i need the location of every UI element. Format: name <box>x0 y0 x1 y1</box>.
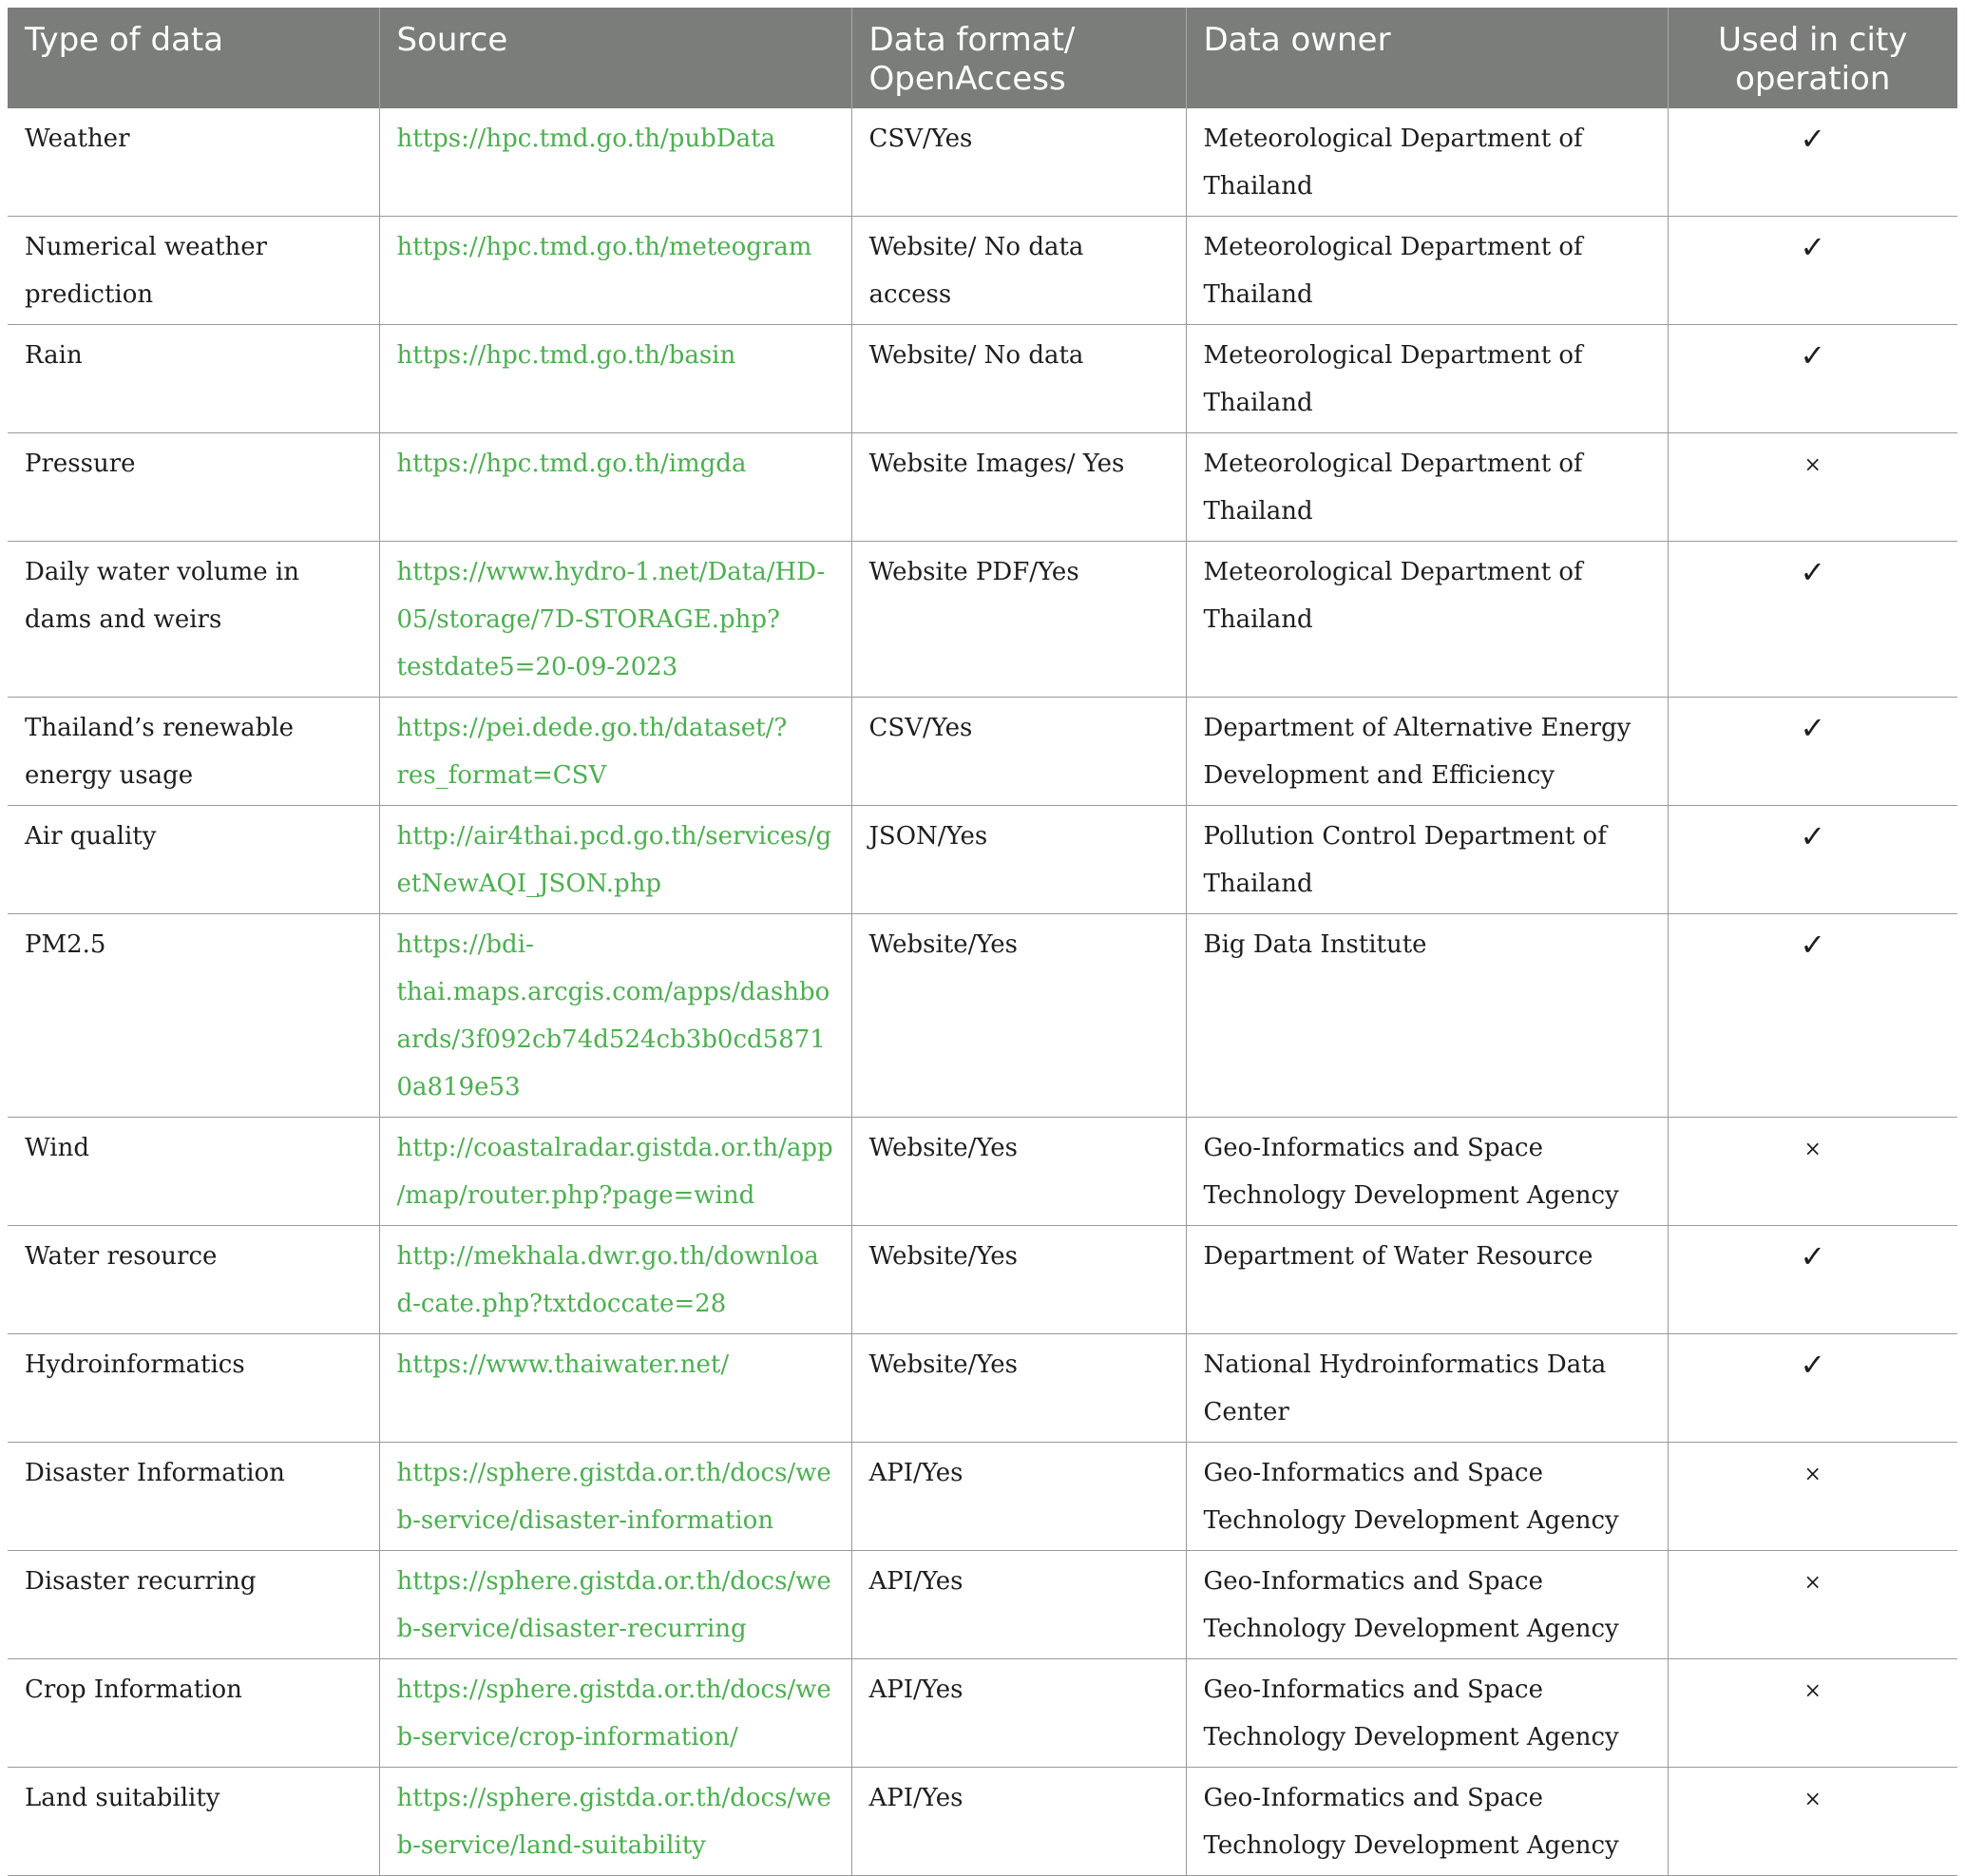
cell-data-owner: Geo-Informatics and Space Technology Development Agency <box>1186 1551 1668 1659</box>
table-row <box>8 1551 1957 1659</box>
check-mark-icon: ✓ <box>1800 121 1826 157</box>
table-row <box>8 698 1957 806</box>
table-row <box>8 806 1957 914</box>
cell-used-in-city-operation <box>1668 806 1957 914</box>
cell-source <box>379 1334 851 1443</box>
cell-used-in-city-operation <box>1668 698 1957 806</box>
check-mark-icon: ✓ <box>1800 1238 1826 1274</box>
source-link[interactable]: https://sphere.gistda.or.th/docs/web-service/land-suitability <box>396 1784 831 1860</box>
check-mark-icon: ✓ <box>1800 710 1826 746</box>
cell-data-format: Website Images/ Yes <box>851 433 1186 542</box>
cell-data-format: Website/ No data <box>851 325 1186 433</box>
cell-data-format: Website/Yes <box>851 1118 1186 1226</box>
cell-data-owner: Big Data Institute <box>1186 914 1668 1118</box>
table-row <box>8 1118 1957 1226</box>
check-mark-icon: ✓ <box>1800 337 1826 373</box>
table-row <box>8 217 1957 325</box>
cell-type-of-data: Land suitability <box>8 1768 379 1876</box>
cell-type-of-data: Crop Information <box>8 1659 379 1768</box>
cell-source <box>379 542 851 698</box>
cell-type-of-data: Weather <box>8 108 379 217</box>
cell-type-of-data: Pressure <box>8 433 379 542</box>
header-source: Source <box>379 8 851 108</box>
cell-data-format: Website/Yes <box>851 1226 1186 1334</box>
cell-source <box>379 1226 851 1334</box>
cell-data-owner: Department of Water Resource <box>1186 1226 1668 1334</box>
cell-data-format: Website PDF/Yes <box>851 542 1186 698</box>
check-mark-icon: ✓ <box>1800 818 1826 854</box>
cell-source <box>379 1551 851 1659</box>
cell-used-in-city-operation <box>1668 1226 1957 1334</box>
cell-data-format: Website/Yes <box>851 1334 1186 1443</box>
cell-source <box>379 1768 851 1876</box>
cell-type-of-data: Wind <box>8 1118 379 1226</box>
cell-data-format: API/Yes <box>851 1768 1186 1876</box>
table-row <box>8 325 1957 433</box>
cell-source <box>379 698 851 806</box>
cell-used-in-city-operation <box>1668 914 1957 1118</box>
header-row <box>8 8 1957 108</box>
source-link[interactable]: http://air4thai.pcd.go.th/services/getNewAQI_JSON.php <box>396 822 832 898</box>
table-row <box>8 433 1957 542</box>
table-row <box>8 108 1957 217</box>
cell-data-format: CSV/Yes <box>851 698 1186 806</box>
table-body <box>8 108 1957 1876</box>
table-row <box>8 1659 1957 1768</box>
table-row <box>8 1334 1957 1443</box>
header-data-owner: Data owner <box>1186 8 1668 108</box>
table-row <box>8 542 1957 698</box>
cross-mark-icon: × <box>1803 1463 1822 1486</box>
cell-data-owner: National Hydroinformatics Data Center <box>1186 1334 1668 1443</box>
cell-data-owner: Meteorological Department of Thailand <box>1186 108 1668 217</box>
source-link[interactable]: https://pei.dede.go.th/dataset/?res_format=CSV <box>396 714 788 790</box>
cell-source <box>379 1659 851 1768</box>
cell-data-owner: Meteorological Department of Thailand <box>1186 542 1668 698</box>
data-sources-table <box>8 8 1957 1876</box>
cell-data-format: API/Yes <box>851 1443 1186 1551</box>
cell-data-format: CSV/Yes <box>851 108 1186 217</box>
header-data-format: Data format/ OpenAccess <box>851 8 1186 108</box>
check-mark-icon: ✓ <box>1800 229 1826 265</box>
table-row <box>8 1768 1957 1876</box>
source-link[interactable]: https://hpc.tmd.go.th/pubData <box>396 124 776 153</box>
check-mark-icon: ✓ <box>1800 554 1826 590</box>
source-link[interactable]: http://mekhala.dwr.go.th/download-cate.php?txtdoccate=28 <box>396 1242 819 1318</box>
cell-used-in-city-operation <box>1668 542 1957 698</box>
cell-used-in-city-operation <box>1668 1118 1957 1226</box>
cross-mark-icon: × <box>1803 1571 1822 1595</box>
cell-data-owner: Geo-Informatics and Space Technology Development Agency <box>1186 1768 1668 1876</box>
cell-source <box>379 325 851 433</box>
cell-data-format: Website/Yes <box>851 914 1186 1118</box>
cell-used-in-city-operation <box>1668 1334 1957 1443</box>
cell-used-in-city-operation <box>1668 433 1957 542</box>
cell-used-in-city-operation <box>1668 1551 1957 1659</box>
source-link[interactable]: https://sphere.gistda.or.th/docs/web-service/disaster-recurring <box>396 1567 831 1643</box>
cross-mark-icon: × <box>1803 453 1822 477</box>
cell-used-in-city-operation <box>1668 325 1957 433</box>
table-row <box>8 1443 1957 1551</box>
table-row <box>8 1226 1957 1334</box>
cell-data-format: JSON/Yes <box>851 806 1186 914</box>
cell-type-of-data: Hydroinformatics <box>8 1334 379 1443</box>
cell-data-owner: Pollution Control Department of Thailand <box>1186 806 1668 914</box>
source-link[interactable]: http://coastalradar.gistda.or.th/app/map/router.php?page=wind <box>396 1134 833 1210</box>
cell-type-of-data: Rain <box>8 325 379 433</box>
cross-mark-icon: × <box>1803 1788 1822 1811</box>
cell-source <box>379 217 851 325</box>
cell-source <box>379 1118 851 1226</box>
cell-data-format: API/Yes <box>851 1659 1186 1768</box>
source-link[interactable]: https://www.hydro-1.net/Data/HD-05/storage/7D-STORAGE.php?testdate5=20-09-2023 <box>396 558 826 681</box>
cell-data-owner: Department of Alternative Energy Development and Efficiency <box>1186 698 1668 806</box>
header-type-of-data: Type of data <box>8 8 379 108</box>
cell-data-format: API/Yes <box>851 1551 1186 1659</box>
cell-type-of-data: PM2.5 <box>8 914 379 1118</box>
cross-mark-icon: × <box>1803 1138 1822 1161</box>
cell-type-of-data: Water resource <box>8 1226 379 1334</box>
cell-used-in-city-operation <box>1668 108 1957 217</box>
cell-used-in-city-operation <box>1668 1443 1957 1551</box>
table-row <box>8 914 1957 1118</box>
header-used-in-city-operation: Used in city operation <box>1668 8 1957 108</box>
check-mark-icon: ✓ <box>1800 1347 1826 1383</box>
cell-used-in-city-operation <box>1668 1659 1957 1768</box>
source-link[interactable]: https://www.thaiwater.net/ <box>396 1350 730 1379</box>
source-link[interactable]: https://sphere.gistda.or.th/docs/web-service/disaster-information <box>396 1459 831 1535</box>
source-link[interactable]: https://hpc.tmd.go.th/meteogram <box>396 233 812 261</box>
cell-data-format: Website/ No data access <box>851 217 1186 325</box>
cell-used-in-city-operation <box>1668 1768 1957 1876</box>
cell-data-owner: Meteorological Department of Thailand <box>1186 325 1668 433</box>
cell-type-of-data: Disaster Information <box>8 1443 379 1551</box>
cell-type-of-data: Thailand’s renewable energy usage <box>8 698 379 806</box>
cell-source <box>379 1443 851 1551</box>
cell-type-of-data: Air quality <box>8 806 379 914</box>
cell-used-in-city-operation <box>1668 217 1957 325</box>
cell-source <box>379 433 851 542</box>
source-link[interactable]: https://sphere.gistda.or.th/docs/web-service/crop-information/ <box>396 1675 831 1752</box>
page <box>8 8 1957 1876</box>
cell-type-of-data: Numerical weather prediction <box>8 217 379 325</box>
cross-mark-icon: × <box>1803 1679 1822 1703</box>
table-header <box>8 8 1957 108</box>
cell-type-of-data: Disaster recurring <box>8 1551 379 1659</box>
check-mark-icon: ✓ <box>1800 927 1826 963</box>
cell-data-owner: Meteorological Department of Thailand <box>1186 217 1668 325</box>
cell-source <box>379 108 851 217</box>
source-link[interactable]: https://hpc.tmd.go.th/imgda <box>396 450 747 478</box>
source-link[interactable]: https://bdi-thai.maps.arcgis.com/apps/dashboards/3f092cb74d524cb3b0cd58710a819e53 <box>396 930 830 1101</box>
cell-source <box>379 914 851 1118</box>
cell-data-owner: Geo-Informatics and Space Technology Development Agency <box>1186 1659 1668 1768</box>
cell-type-of-data: Daily water volume in dams and weirs <box>8 542 379 698</box>
cell-data-owner: Meteorological Department of Thailand <box>1186 433 1668 542</box>
source-link[interactable]: https://hpc.tmd.go.th/basin <box>396 341 736 370</box>
cell-data-owner: Geo-Informatics and Space Technology Development Agency <box>1186 1118 1668 1226</box>
cell-data-owner: Geo-Informatics and Space Technology Development Agency <box>1186 1443 1668 1551</box>
cell-source <box>379 806 851 914</box>
